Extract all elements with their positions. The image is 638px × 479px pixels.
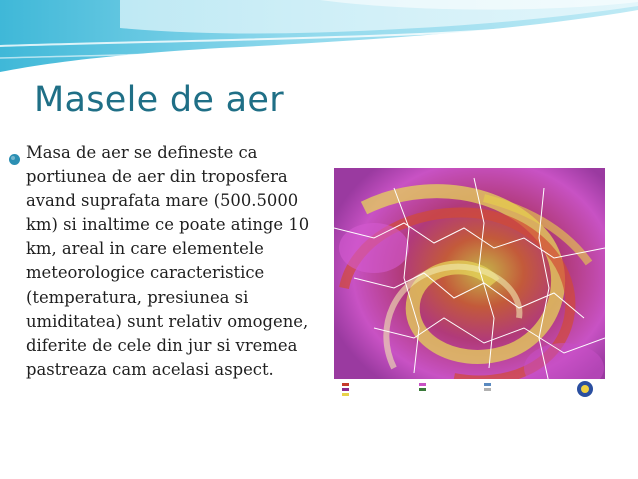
filled-circle-bullet-icon bbox=[8, 153, 21, 166]
wave-banner bbox=[0, 0, 638, 90]
slide-title: Masele de aer bbox=[34, 80, 284, 120]
bullet-text: Masa de aer se defineste ca portiunea de aer din troposfera avand suprafata mare (500.5000 km) si inaltime ce poate atinge 10 km, areal in care elementele meteorologice caracteristice (temperatura, presiunea si umiditatea) sunt relativ omogene, diferite de cele din jur si vremea pastreaza cam acelasi aspect. bbox=[26, 143, 310, 379]
satellite-cloud-image bbox=[334, 168, 605, 399]
